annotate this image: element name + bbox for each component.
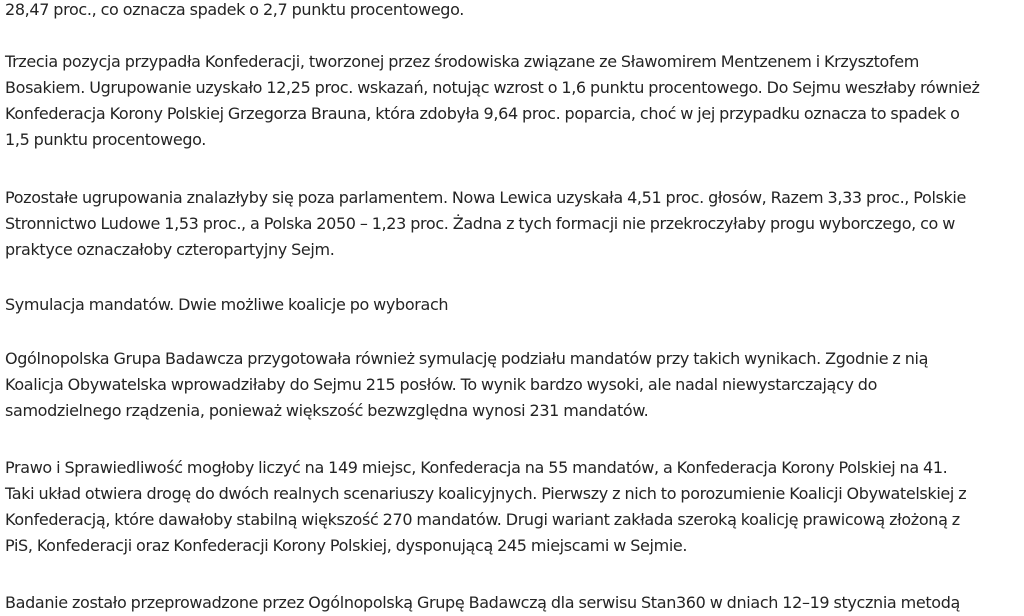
text-line: PiS, Konfederacji oraz Konfederacji Korony Polskiej, dysponującą 245 miejscami w Sejmie. [5,536,688,555]
paragraph-coalitions [5,455,1021,559]
text-line: Stronnictwo Ludowe 1,53 proc., a Polska 2050 – 1,23 proc. Żadna z tych formacji nie przekroczyłaby progu wyborczego, co w [5,214,955,233]
text-line: Koalicja Obywatelska wprowadziłaby do Sejmu 215 posłów. To wynik bardzo wysoki, ale nadal niewystarczający do [5,375,878,394]
text-line: Konfederacją, które dawałoby stabilną większość 270 mandatów. Drugi wariant zakłada szeroką koalicję prawicową złożoną z [5,510,960,529]
text-line: Trzecia pozycja przypadła Konfederacji, tworzonej przez środowiska związane ze Sławomirem Mentzenem i Krzysztofem [5,52,919,71]
paragraph-konfederacja [5,49,1021,153]
text-line: Konfederacja Korony Polskiej Grzegorza Brauna, która zdobyła 9,64 proc. poparcia, choć w jej przypadku oznacza to spadek o [5,104,960,123]
text-line: Symulacja mandatów. Dwie możliwe koalicje po wyborach [5,295,449,314]
paragraph-other-parties [5,185,1021,263]
paragraph-intro-result [5,0,1021,23]
text-line: Bosakiem. Ugrupowanie uzyskało 12,25 proc. wskazań, notując wzrost o 1,6 punktu procentowego. Do Sejmu weszłaby również [5,78,980,97]
text-line: 1,5 punktu procentowego. [5,130,207,149]
paragraph-methodology [5,590,1021,616]
text-line: Prawo i Sprawiedliwość mogłoby liczyć na 149 miejsc, Konfederacja na 55 mandatów, a Konfederacja Korony Polskiej na 41. [5,458,948,477]
text-line: praktyce oznaczałoby czteropartyjny Sejm. [5,240,335,259]
text-line: Ogólnopolska Grupa Badawcza przygotowała również symulację podziału mandatów przy takich wynikach. Zgodnie z nią [5,349,929,368]
text-line: samodzielnego rządzenia, ponieważ większość bezwzględna wynosi 231 mandatów. [5,401,649,420]
text-line: Taki układ otwiera drogę do dwóch realnych scenariuszy koalicyjnych. Pierwszy z nich to porozumienie Koalicji Obywatelskiej z [5,484,967,503]
text-line: Pozostałe ugrupowania znalazłyby się poza parlamentem. Nowa Lewica uzyskała 4,51 proc. głosów, Razem 3,33 proc., Polskie [5,188,967,207]
paragraph-mandate-simulation [5,346,1021,424]
section-subheading [5,292,1021,318]
text-line: 28,47 proc., co oznacza spadek o 2,7 punktu procentowego. [5,0,465,19]
text-line: Badanie zostało przeprowadzone przez Ogólnopolską Grupę Badawczą dla serwisu Stan360 w dniach 12–19 stycznia metodą [5,593,960,612]
